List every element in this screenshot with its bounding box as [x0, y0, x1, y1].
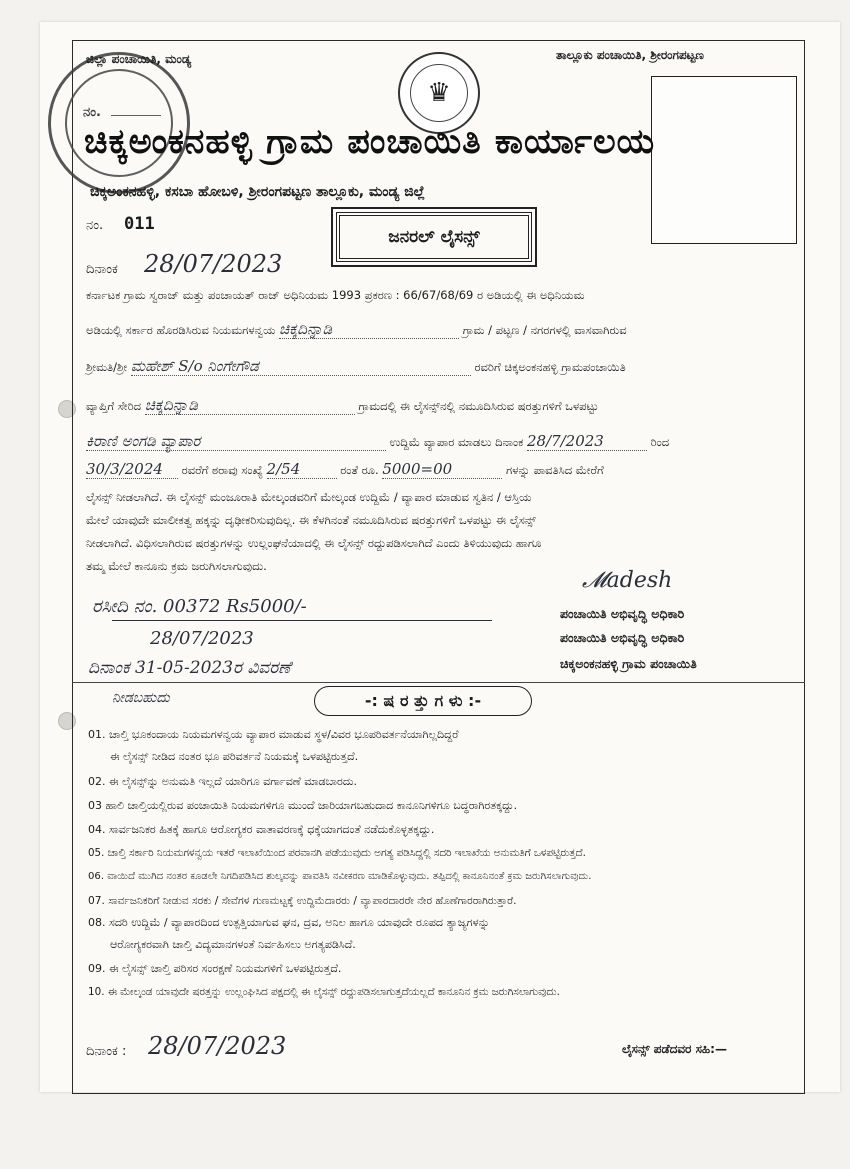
condition-item: 01. ಚಾಲ್ತಿ ಭೂಕಂದಾಯ ನಿಯಮಗಳನ್ವಯ ವ್ಯಾಪಾರ ಮಾಡುವ ಸ್ಥಳ/ವಿವರ ಭೂಪರಿವರ್ತನೆಯಾಗಿಲ್ಲದಿದ್ದರೆ [88, 728, 459, 741]
village-name: ಚಿಕ್ಕದಿನ್ನಾಡಿ [279, 320, 459, 339]
body-line-10: ತಮ್ಮ ಮೇಲೆ ಕಾನೂನು ಕ್ರಮ ಜರುಗಿಸಲಾಗುವುದು. [86, 559, 267, 573]
condition-item: ಆರೋಗ್ಯಕರವಾಗಿ ಚಾಲ್ತಿ ವಿದ್ಯಮಾನಗಳಂತೆ ನಿರ್ವಹಿಸಲು ಅಗತ್ಯಪಡಿಸಿದೆ. [110, 938, 356, 951]
condition-item: 06. ವಾಯಿದೆ ಮುಗಿದ ನಂತರ ಕೂಡಲೇ ನಿಗದಿಪಡಿಸಿದ ಶುಲ್ಕವನ್ನು ಪಾವತಿಸಿ ನವೀಕರಣ ಮಾಡಿಕೊಳ್ಳುವುದು. ತಪ್ಪಿದಲ್ಲಿ ಕಾನೂನಿನಂತೆ ಕ್ರಮ ಜರುಗಿಸಲಾಗುವುದು. [88, 871, 592, 882]
village-name-2: ಚಿಕ್ಕದಿನ್ನಾಡಿ [145, 396, 355, 415]
conditions-heading: -: ಷ ರ ತ್ತು ಗ ಳು :- [314, 686, 532, 716]
condition-item: 10. ಈ ಮೇಲ್ಕಂಡ ಯಾವುದೇ ಷರತ್ತನ್ನು ಉಲ್ಲಂಘಿಸಿದ ಪಕ್ಷದಲ್ಲಿ ಈ ಲೈಸನ್ಸ್ ರದ್ದುಪಡಿಸಲಾಗುತ್ತದೆಯಲ್ಲದೆ ಕಾನೂನಿನ ಕ್ರಮ ಜರುಗಿಸಲಾಗುವುದು. [88, 986, 560, 998]
condition-item: 08. ಸದರಿ ಉದ್ದಿಮೆ / ವ್ಯಾಪಾರದಿಂದ ಉತ್ಪತ್ತಿಯಾಗುವ ಘನ, ದ್ರವ, ಅನಿಲ ಹಾಗೂ ಯಾವುದೇ ರೂಪದ ತ್ಯಾಜ್ಯಗಳನ್ನು [88, 916, 490, 929]
body-line-3: ಶ್ರೀಮತಿ/ಶ್ರೀ ಮಹೇಶ್ S/o ನಿಂಗೇಗೌಡ ರವರಿಗೆ ಚಿಕ್ಕಅಂಕನಹಳ್ಳಿ ಗ್ರಾಮಪಂಚಾಯಿತಿ [86, 357, 626, 375]
condition-item: ಈ ಲೈಸನ್ಸ್ ನೀಡಿದ ನಂತರ ಭೂ ಪರಿವರ್ತನೆ ನಿಯಮಕ್ಕೆ ಒಳಪಟ್ಟಿರುತ್ತದೆ. [110, 750, 359, 763]
officer-title: ಪಂಚಾಯಿತಿ ಅಭಿವೃದ್ಧಿ ಅಧಿಕಾರಿ [560, 606, 685, 621]
expiry-note: ದಿನಾಂಕ 31-05-2023ರ ವಿವರಣೆ [88, 658, 291, 678]
date-label: ದಿನಾಂಕ [86, 262, 118, 277]
condition-item: 04. ಸಾರ್ವಜನಿಕರ ಹಿತಕ್ಕೆ ಹಾಗೂ ಆರೋಗ್ಯಕರ ವಾತಾವರಣಕ್ಕೆ ಧಕ್ಕೆಯಾಗದಂತೆ ನಡೆದುಕೊಳ್ಳತಕ್ಕದ್ದು. [88, 823, 435, 836]
holder-signature-label: ಲೈಸನ್ಸ್ ಪಡೆದವರ ಸಹಿ:— [622, 1042, 727, 1056]
license-number: 011 [124, 214, 155, 234]
body-line-7: ಲೈಸನ್ಸ್ ನೀಡಲಾಗಿದೆ. ಈ ಲೈಸನ್ಸ್ ಮಂಜೂರಾತಿ ಮೇಲ್ಕಂಡವರಿಗೆ ಮೇಲ್ಕಂಡ ಉದ್ದಿಮೆ / ವ್ಯಾಪಾರ ಮಾಡುವ ಸ್ವತಿನ / ಆಸ್ತಿಯ [86, 490, 532, 504]
photo-box [651, 76, 797, 244]
condition-item: 09. ಈ ಲೈಸನ್ಸ್ ಚಾಲ್ತಿ ಪರಿಸರ ಸಂರಕ್ಷಣೆ ನಿಯಮಗಳಿಗೆ ಒಳಪಟ್ಟಿರುತ್ತದೆ. [88, 962, 342, 975]
receipt-date-note: 28/07/2023 [150, 628, 254, 649]
office-seal-icon: ನಂ. [48, 52, 190, 194]
body-line-2: ಅಡಿಯಲ್ಲಿ ಸರ್ಕಾರ ಹೊರಡಿಸಿರುವ ನಿಯಮಗಳನ್ವಯ ಚಿಕ್ಕದಿನ್ನಾಡಿ ಗ್ರಾಮ / ಪಟ್ಟಣ / ನಗರಗಳಲ್ಲಿ ವಾಸವಾಗಿರುವ [86, 320, 627, 338]
issue-date: 28/07/2023 [144, 250, 283, 278]
government-emblem-icon: ♛ [398, 52, 480, 134]
office-address: ಚಿಕ್ಕಅಂಕನಹಳ್ಳಿ, ಕಸಬಾ ಹೋಬಳಿ, ಶ್ರೀರಂಗಪಟ್ಟಣ ತಾಲ್ಲೂಕು, ಮಂಡ್ಯ ಜಿಲ್ಲೆ [90, 184, 425, 200]
licensee-name: ಮಹೇಶ್ S/o ನಿಂಗೇಗೌಡ [131, 357, 471, 376]
condition-item: 07. ಸಾರ್ವಜನಿಕರಿಗೆ ನೀಡುವ ಸರಕು / ಸೇವೆಗಳ ಗುಣಮಟ್ಟಕ್ಕೆ ಉದ್ದಿಮೆದಾರರು / ವ್ಯಾಪಾರದಾರರೇ ನೇರ ಹೊಣೆಗಾರರಾಗಿರುತ್ತಾರೆ. [88, 895, 517, 907]
body-line-5: ಕಿರಾಣಿ ಅಂಗಡಿ ವ್ಯಾಪಾರ ಉದ್ದಿಮೆ ವ್ಯಾಪಾರ ಮಾಡಲು ದಿನಾಂಕ 28/7/2023 ರಿಂದ [86, 432, 670, 450]
district-panchayat: ಜಿಲ್ಲಾ ಪಂಚಾಯಿತಿ, ಮಂಡ್ಯ [86, 52, 192, 66]
officer-signature-icon: 𝓜adesh [582, 568, 673, 593]
underline [112, 620, 492, 621]
condition-item: 05. ಚಾಲ್ತಿ ಸರ್ಕಾರಿ ನಿಯಮಗಳನ್ವಯ ಇತರೆ ಇಲಾಖೆಯಿಂದ ಪರವಾನಗಿ ಪಡೆಯುವುದು ಅಗತ್ಯ ಪಡಿಸಿದ್ದಲ್ಲಿ ಸದರಿ ಇಲಾಖೆಯ ಅನುಮತಿಗೆ ಒಳಪಟ್ಟಿರುತ್ತದೆ. [88, 847, 586, 859]
body-line-4: ವ್ಯಾಪ್ತಿಗೆ ಸೇರಿದ ಚಿಕ್ಕದಿನ್ನಾಡಿ ಗ್ರಾಮದಲ್ಲಿ ಈ ಲೈಸನ್ಸ್‌ನಲ್ಲಿ ನಮೂದಿಸಿರುವ ಷರತ್ತುಗಳಿಗೆ ಒಳಪಟ್ಟು [86, 396, 599, 414]
remark-note: ನೀಡಬಹುದು [112, 690, 170, 706]
fee-amount: 5000=00 [382, 460, 502, 479]
valid-until: 30/3/2024 [86, 460, 178, 479]
body-line-9: ನೀಡಲಾಗಿದೆ. ವಿಧಿಸಲಾಗಿರುವ ಷರತ್ತುಗಳನ್ನು ಉಲ್ಲಂಘನೆಯಾದಲ್ಲಿ ಈ ಲೈಸನ್ಸ್ ರದ್ದುಪಡಿಸಲಾಗಿದೆ ಎಂದು ತಿಳಿಯುವುದು ಹಾಗೂ [86, 536, 542, 550]
office-title: ಚಿಕ್ಕಅಂಕನಹಳ್ಳಿ ಗ್ರಾಮ ಪಂಚಾಯಿತಿ ಕಾರ್ಯಾಲಯ [84, 122, 656, 162]
footer-date-label: ದಿನಾಂಕ : [86, 1044, 127, 1059]
license-number-label: ನಂ. [86, 218, 104, 233]
valid-from: 28/7/2023 [527, 432, 647, 451]
condition-item: 02. ಈ ಲೈಸನ್ಸ್‌ನ್ನು ಅನುಮತಿ ಇಲ್ಲದೆ ಯಾರಿಗೂ ವರ್ಗಾವಣೆ ಮಾಡಬಾರದು. [88, 775, 357, 788]
business-type: ಕಿರಾಣಿ ಅಂಗಡಿ ವ್ಯಾಪಾರ [86, 432, 386, 451]
officer-office: ಚಿಕ್ಕಅಂಕನಹಳ್ಳಿ ಗ್ರಾಮ ಪಂಚಾಯಿತಿ [560, 656, 697, 671]
body-line-6: 30/3/2024 ರವರೆಗೆ ಠರಾವು ಸಂಖ್ಯೆ 2/54 ರಂತೆ ರೂ. 5000=00 ಗಳನ್ನು ಪಾವತಿಸಿದ ಮೇರೆಗೆ [86, 460, 604, 478]
body-line-1: ಕರ್ನಾಟಕ ಗ್ರಾಮ ಸ್ವರಾಜ್ ಮತ್ತು ಪಂಚಾಯತ್ ರಾಜ್ ಅಧಿನಿಯಮ 1993 ಪ್ರಕರಣ : 66/67/68/69 ರ ಅಡಿಯಲ್ಲಿ ಈ ಅಧಿನಿಯಮ [86, 288, 585, 302]
license-type-badge: ಜನರಲ್ ಲೈಸನ್ಸ್ [336, 212, 532, 262]
condition-item: 03 ಹಾಲಿ ಚಾಲ್ತಿಯಲ್ಲಿರುವ ಪಂಚಾಯಿತಿ ನಿಯಮಗಳಿಗೂ ಮುಂದೆ ಜಾರಿಯಾಗಬಹುದಾದ ಕಾನೂನಿಗಳಿಗೂ ಬದ್ಧರಾಗಿರತಕ್ಕದ್ದು. [88, 799, 518, 812]
conditions-divider [72, 682, 805, 683]
taluk-panchayat: ತಾಲ್ಲೂಕು ಪಂಚಾಯಿತಿ, ಶ್ರೀರಂಗಪಟ್ಟಣ [556, 48, 704, 62]
footer-date: 28/07/2023 [148, 1032, 287, 1060]
officer-title-stamp: ಪಂಚಾಯಿತಿ ಅಭಿವೃದ್ಧಿ ಅಧಿಕಾರಿ [560, 630, 685, 645]
resolution-number: 2/54 [267, 460, 337, 479]
receipt-note: ರಸೀದಿ ನಂ. 00372 Rs5000/- [92, 596, 307, 617]
body-line-8: ಮೇಲೆ ಯಾವುದೇ ಮಾಲೀಕತ್ವ ಹಕ್ಕನ್ನು ದೃಢೀಕರಿಸುವುದಿಲ್ಲ. ಈ ಕೆಳಗಿನಂತೆ ನಮೂದಿಸಿರುವ ಷರತ್ತುಗಳಿಗೆ ಒಳಪಟ್ಟು ಈ ಲೈಸನ್ಸ್ [86, 513, 537, 527]
